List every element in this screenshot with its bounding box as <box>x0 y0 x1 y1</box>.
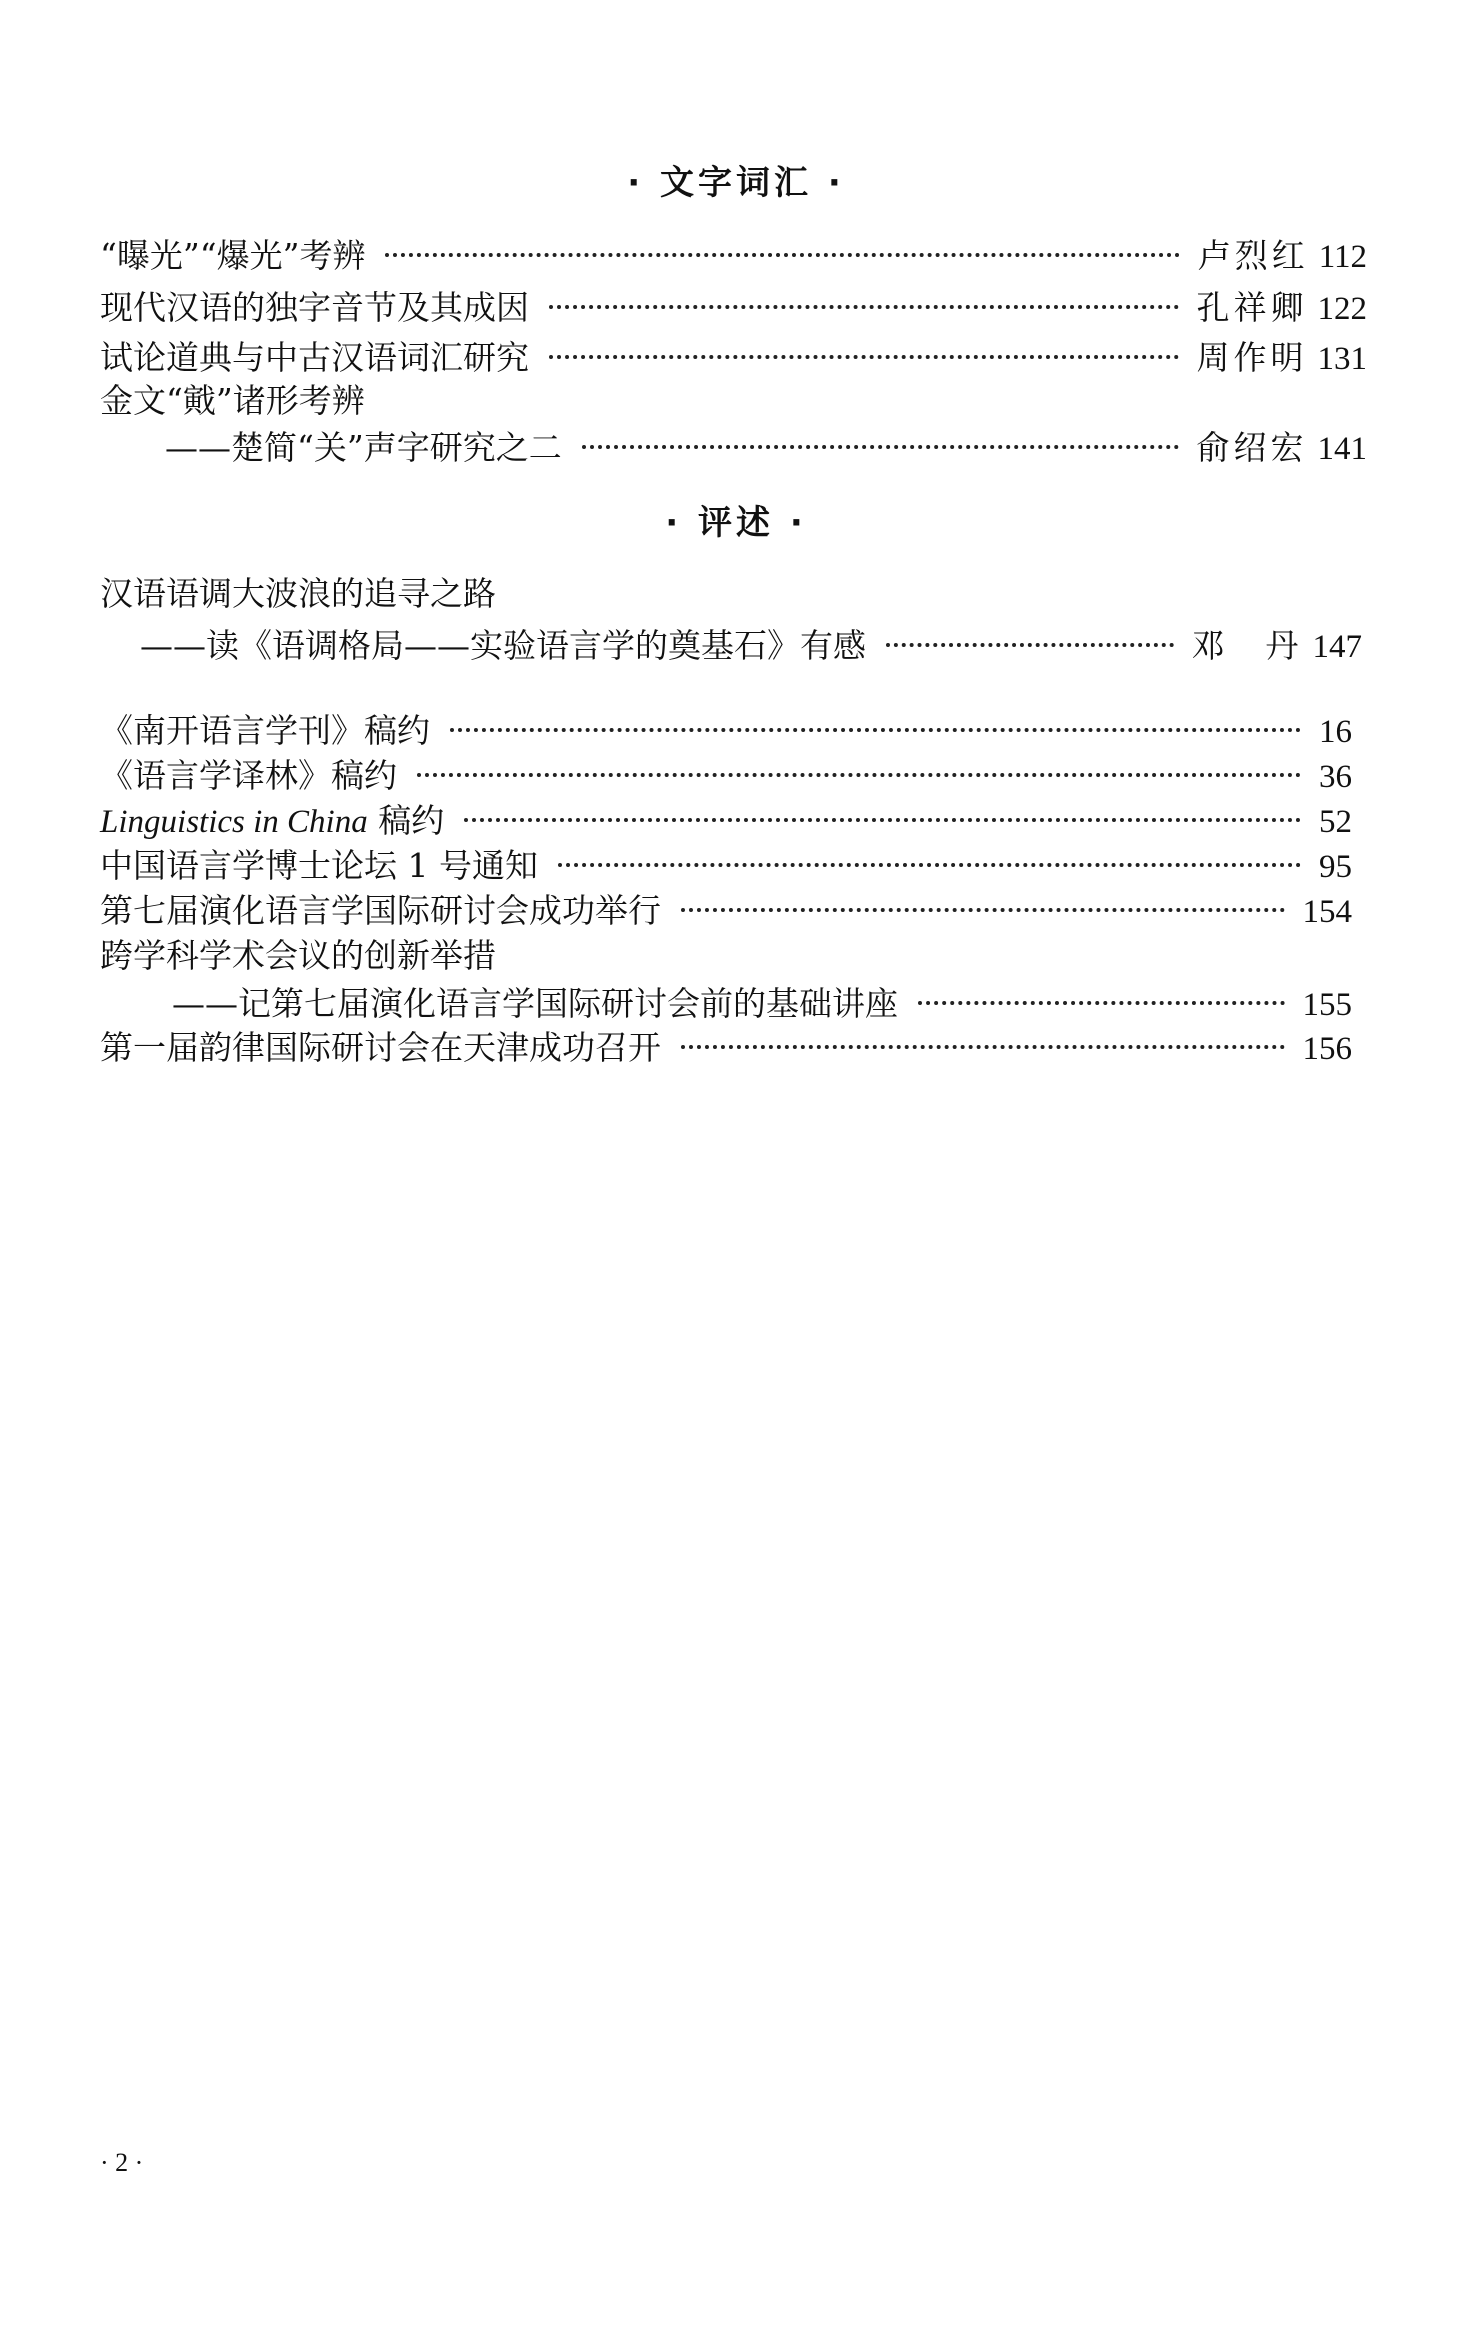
toc-entry[interactable] <box>100 705 1352 752</box>
entry-title: “曝光”“爆光”考辨 <box>100 236 366 275</box>
entry-page: 16 <box>1319 714 1352 750</box>
toc-entry[interactable] <box>100 885 1352 932</box>
toc-entry[interactable] <box>100 282 1367 329</box>
toc-entry[interactable] <box>140 620 1362 667</box>
leader-dots <box>464 818 1301 822</box>
entry-subtitle: ——记第七届演化语言学国际研讨会前的基础讲座 <box>172 984 898 1023</box>
toc-entry[interactable] <box>100 750 1352 797</box>
toc-entry-title-line[interactable]: 跨学科学术会议的创新举措 <box>100 936 496 975</box>
toc-entry-title-line[interactable]: 金文“戭”诸形考辨 <box>100 381 365 420</box>
entry-page: 36 <box>1319 759 1352 795</box>
leader-dots <box>886 643 1174 647</box>
leader-dots <box>549 355 1179 359</box>
entry-page: 131 <box>1317 341 1367 377</box>
entry-title: 《语言学译林》稿约 <box>100 756 397 795</box>
leader-dots <box>918 1001 1285 1005</box>
leader-dots <box>417 773 1301 777</box>
entry-title: 中国语言学博士论坛 1 号通知 <box>100 846 538 885</box>
leader-dots <box>582 445 1179 449</box>
entry-page: 122 <box>1317 291 1367 327</box>
entry-title <box>100 795 444 842</box>
entry-page: 156 <box>1302 1031 1352 1067</box>
toc-entry[interactable] <box>100 840 1352 887</box>
section-heading-wenzi: · 文字词汇 · <box>627 163 845 203</box>
entry-title: 《南开语言学刊》稿约 <box>100 711 430 750</box>
entry-title-italic: Linguistics in China <box>100 804 368 840</box>
toc-entry-title-line[interactable]: 汉语语调大波浪的追寻之路 <box>100 574 496 613</box>
entry-author: 周作明 <box>1196 338 1308 377</box>
leader-dots <box>385 253 1179 257</box>
section-heading-pingshu: · 评述 · <box>665 503 807 543</box>
entry-subtitle: ——楚简“关”声字研究之二 <box>165 428 562 467</box>
toc-entry[interactable] <box>165 422 1367 469</box>
entry-page: 154 <box>1302 894 1352 930</box>
entry-page: 95 <box>1319 849 1352 885</box>
entry-title: 第一届韵律国际研讨会在天津成功召开 <box>100 1028 661 1067</box>
entry-author: 孔祥卿 <box>1196 288 1308 327</box>
entry-page: 52 <box>1319 804 1352 840</box>
entry-page: 155 <box>1302 987 1352 1023</box>
entry-page: 147 <box>1312 629 1362 665</box>
toc-entry[interactable] <box>100 332 1367 379</box>
leader-dots <box>450 728 1301 732</box>
entry-author: 邓 丹 <box>1191 626 1303 665</box>
entry-title: 现代汉语的独字音节及其成因 <box>100 288 529 327</box>
toc-entry[interactable] <box>100 795 1352 842</box>
entry-author: 卢烈红 <box>1197 236 1309 275</box>
toc-entry[interactable] <box>100 1022 1352 1069</box>
entry-author: 俞绍宏 <box>1196 428 1308 467</box>
leader-dots <box>549 305 1179 309</box>
entry-page: 112 <box>1318 239 1367 275</box>
toc-entry[interactable] <box>100 230 1367 277</box>
leader-dots <box>681 1045 1285 1049</box>
entry-title: 第七届演化语言学国际研讨会成功举行 <box>100 891 661 930</box>
toc-entry[interactable] <box>172 978 1352 1025</box>
entry-page: 141 <box>1317 431 1367 467</box>
entry-subtitle: ——读《语调格局——实验语言学的奠基石》有感 <box>140 626 866 665</box>
entry-title: 试论道典与中古汉语词汇研究 <box>100 338 529 377</box>
leader-dots <box>558 863 1301 867</box>
leader-dots <box>681 908 1285 912</box>
entry-title-suffix: 稿约 <box>367 801 445 840</box>
page-number: · 2 · <box>100 2148 144 2177</box>
